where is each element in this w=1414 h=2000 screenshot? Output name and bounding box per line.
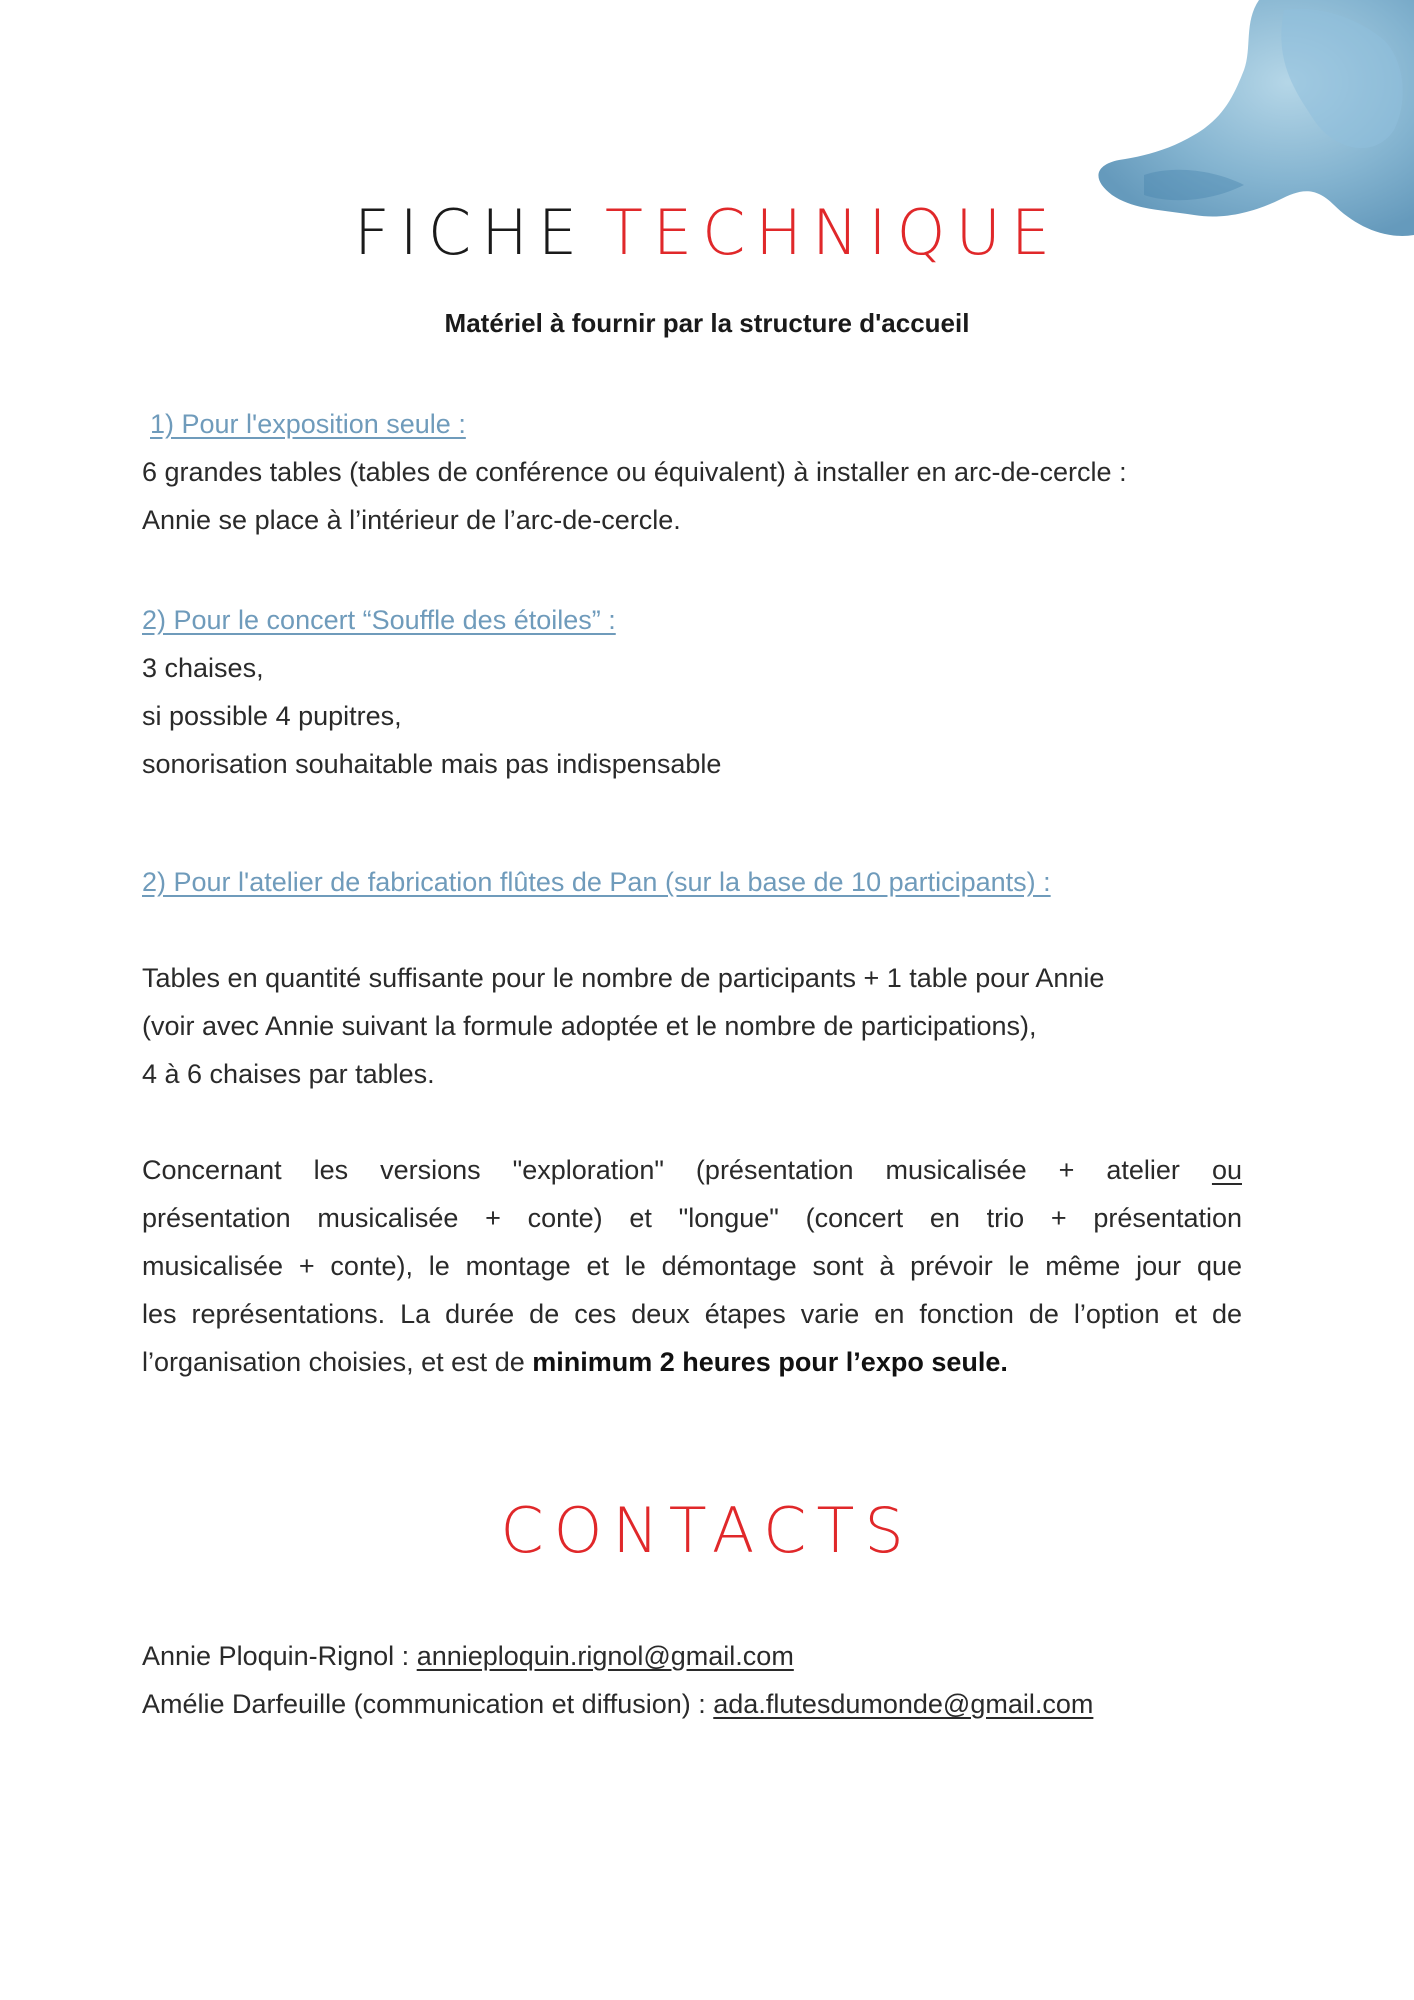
contact-name: Annie Ploquin-Rignol : bbox=[142, 1641, 410, 1671]
page-title bbox=[0, 188, 1414, 278]
note-line bbox=[142, 1338, 1242, 1386]
section-line: si possible 4 pupitres, bbox=[142, 701, 402, 731]
section-exposition bbox=[142, 400, 1242, 544]
section-line: 3 chaises, bbox=[142, 653, 264, 683]
section-line: 6 grandes tables (tables de conférence ou équivalent) à installer en arc-de-cercle : bbox=[142, 457, 1127, 487]
contact-email-link[interactable]: annieploquin.rignol@gmail.com bbox=[416, 1641, 794, 1671]
section-heading: 1) Pour l'exposition seule : bbox=[150, 409, 466, 439]
section-line: sonorisation souhaitable mais pas indispensable bbox=[142, 749, 722, 779]
contact-name: Amélie Darfeuille (communication et diffusion) : bbox=[142, 1689, 706, 1719]
note-bold-duration: minimum 2 heures pour l’expo seule. bbox=[532, 1347, 1008, 1377]
section-atelier bbox=[142, 858, 1242, 1098]
contact-item bbox=[142, 1632, 1242, 1680]
section-line: Tables en quantité suffisante pour le nombre de participants + 1 table pour Annie bbox=[142, 963, 1105, 993]
note-line: présentation musicalisée + conte) et "longue" (concert en trio + présentation bbox=[142, 1203, 1242, 1233]
note-line bbox=[142, 1146, 1242, 1194]
note-line: musicalisée + conte), le montage et le démontage sont à prévoir le même jour que bbox=[142, 1251, 1242, 1281]
title-word-technique: TECHNIQUE bbox=[605, 196, 1061, 269]
note-line: les représentations. La durée de ces deux étapes varie en fonction de l’option et de bbox=[142, 1299, 1242, 1329]
contact-email-link[interactable]: ada.flutesdumonde@gmail.com bbox=[713, 1689, 1094, 1719]
section-line: (voir avec Annie suivant la formule adoptée et le nombre de participations), bbox=[142, 1011, 1037, 1041]
versions-note bbox=[142, 1146, 1242, 1386]
contacts-list bbox=[142, 1632, 1242, 1728]
section-line: Annie se place à l’intérieur de l’arc-de-cercle. bbox=[142, 505, 681, 535]
title-word-fiche: FICHE bbox=[353, 196, 588, 269]
section-line: 4 à 6 chaises par tables. bbox=[142, 1059, 435, 1089]
contact-item bbox=[142, 1680, 1242, 1728]
note-text: l’organisation choisies, et est de bbox=[142, 1347, 525, 1377]
section-heading: 2) Pour l'atelier de fabrication flûtes de Pan (sur la base de 10 participants) : bbox=[142, 867, 1051, 897]
note-underlined-ou: ou bbox=[1211, 1155, 1242, 1185]
subtitle: Matériel à fournir par la structure d'accueil bbox=[444, 308, 970, 338]
section-concert bbox=[142, 596, 1242, 788]
section-heading: 2) Pour le concert “Souffle des étoiles” : bbox=[142, 605, 616, 635]
contacts-title: CONTACTS bbox=[500, 1494, 914, 1567]
note-text: Concernant les versions "exploration" (présentation musicalisée + atelier bbox=[142, 1155, 1180, 1185]
